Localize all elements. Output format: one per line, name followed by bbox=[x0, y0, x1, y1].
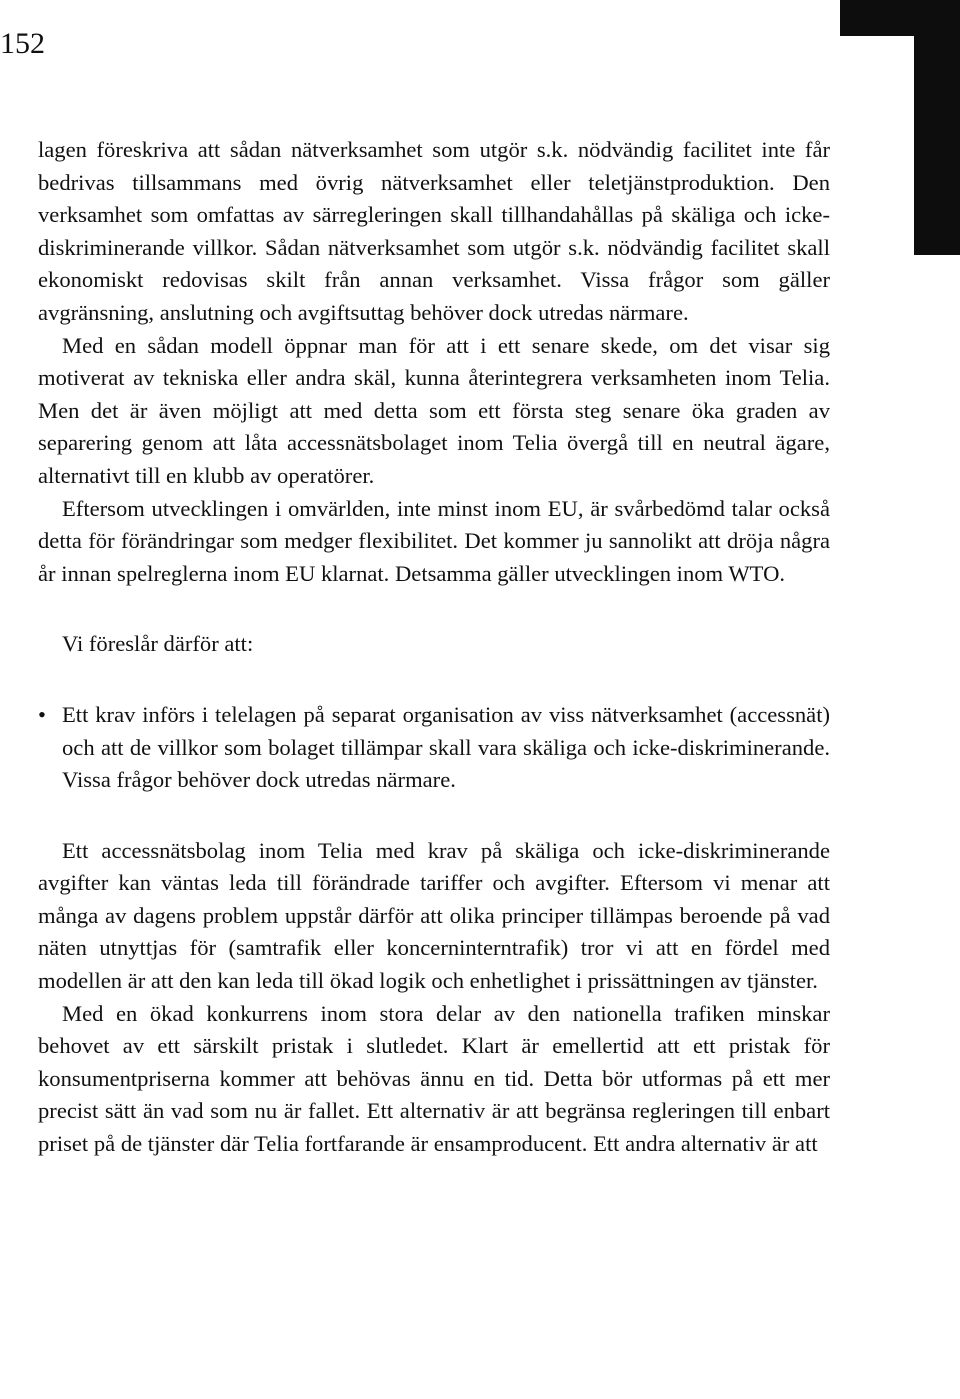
bullet-item bbox=[38, 699, 830, 797]
bullet-text: Ett krav införs i telelagen på separat organisation av viss nätverksamhet (accessnät) och att de villkor som bolaget tillämpar skall vara skäliga och icke-diskriminerande. Vissa frågor behöver dock utredas närmare. bbox=[62, 701, 830, 793]
page-number: 152 bbox=[0, 27, 45, 60]
paragraph-5: Med en ökad konkurrens inom stora delar av den nationella trafiken minskar behovet av ett särskilt pristak i slutledet. Klart är emellertid att ett pristak för konsumentpriserna kommer att behövas ännu en tid. Detta bör utformas på ett mer precist sätt än vad som nu är fallet. Ett alternativ är att begränsa regleringen till enbart priset på de tjänster där Telia fortfarande är ensamproducent. Ett andra alternativ är att bbox=[38, 1000, 830, 1157]
scan-edge-mark bbox=[914, 0, 960, 255]
paragraph-1: lagen föreskriva att sådan nätverksamhet som utgör s.k. nödvändig facilitet inte får bedrivas tillsammans med övrig nätverksamhet eller teletjänstproduktion. Den verksamhet som omfattas av särregleringen skall tillhandahållas på skäliga och icke-diskriminerande villkor. Sådan nätverksamhet som utgör s.k. nödvändig facilitet skall ekonomiskt redovisas skilt från annan verksamhet. Vissa frågor som gäller avgränsning, anslutning och avgiftsuttag behöver dock utredas närmare. bbox=[38, 137, 830, 325]
paragraph-2: Med en sådan modell öppnar man för att i ett senare skede, om det visar sig motiverat av tekniska eller andra skäl, kunna återintegrera verksamheten inom Telia. Men det är även möjligt att med detta som ett första steg senare öka graden av separering genom att låta accessnätsbolaget inom Telia övergå till en neutral ägare, alternativt till en klubb av operatörer. bbox=[38, 332, 830, 488]
paragraph-4: Ett accessnätsbolag inom Telia med krav på skäliga och icke-diskriminerande avgifter kan väntas leda till förändrade tariffer och avgifter. Eftersom vi menar att många av dagens problem uppstår därför att olika principer tillämpas beroende på vad näten utnyttjas för (samtrafik eller koncerninterntrafik) tror vi att en fördel med modellen är att den kan leda till ökad logik och enhetlighet i prissättningen av tjänster. bbox=[38, 837, 830, 994]
page-body bbox=[38, 134, 830, 1161]
proposal-heading: Vi föreslår därför att: bbox=[62, 631, 254, 657]
bullet-icon: • bbox=[38, 701, 46, 727]
paragraph-3: Eftersom utvecklingen i omvärlden, inte minst inom EU, är svårbedömd talar också detta för förändringar som medger flexibilitet. Det kommer ju sannolikt att dröja några år innan spelreglerna inom EU klarnat. Detsamma gäller utvecklingen inom WTO. bbox=[38, 495, 830, 586]
